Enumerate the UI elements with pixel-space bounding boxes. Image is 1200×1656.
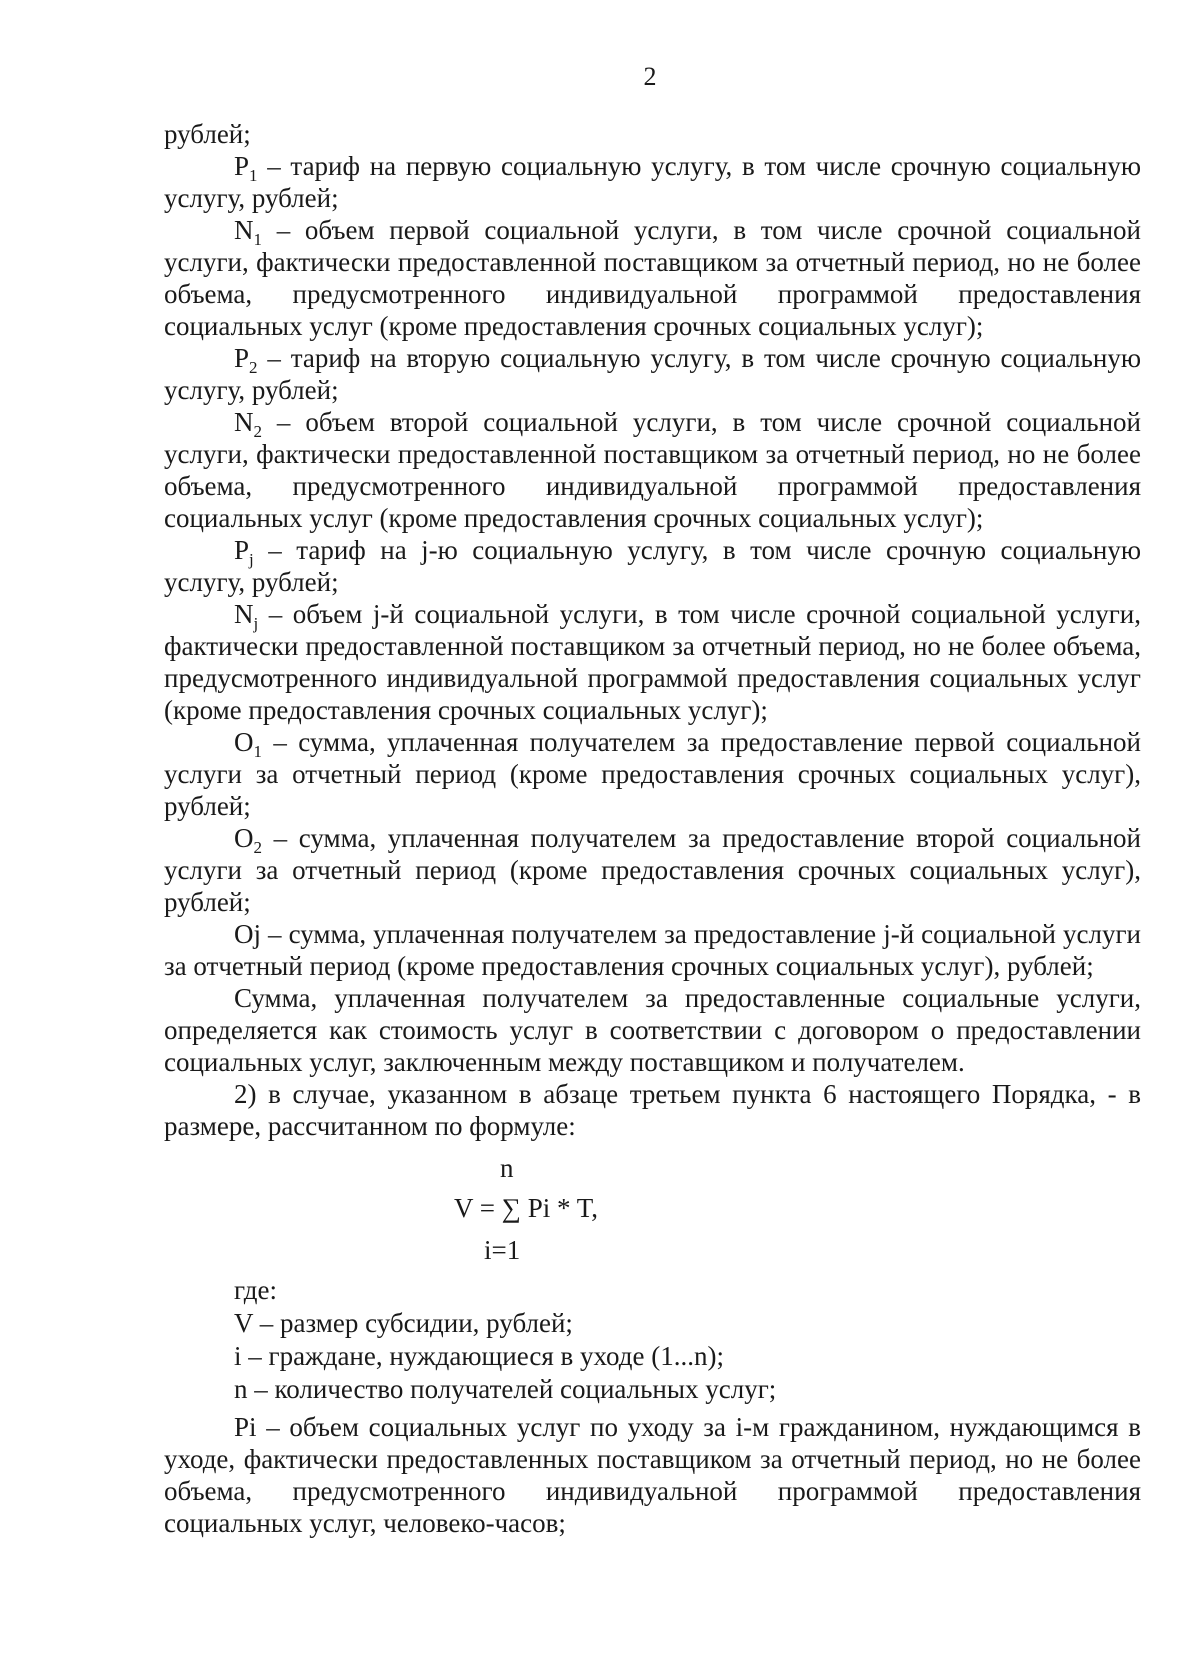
page-number: 2 bbox=[643, 62, 657, 91]
formula-lower-limit: i=1 bbox=[484, 1235, 521, 1265]
paragraph: 2) в случае, указанном в абзаце третьем пункта 6 настоящего Порядка, - в размере, рассчитанном по формуле: bbox=[164, 1079, 1141, 1141]
document-body bbox=[164, 118, 1141, 1539]
definition-item: где: bbox=[234, 1275, 277, 1305]
paragraph: $P_2$ – тариф на вторую социальную услугу, в том числе срочную социальную услугу, рублей; bbox=[164, 343, 1141, 405]
definition-item: V – размер субсидии, рублей; bbox=[234, 1308, 573, 1338]
paragraph: рублей; bbox=[164, 119, 251, 149]
paragraph: $O_2$ – сумма, уплаченная получателем за предоставление второй социальной услуги за отчетный период (кроме предоставления срочных социальных услуг), рублей; bbox=[164, 823, 1141, 917]
paragraph: Oj – сумма, уплаченная получателем за предоставление j-й социальной услуги за отчетный период (кроме предоставления срочных социальных услуг), рублей; bbox=[164, 919, 1141, 981]
paragraph: Сумма, уплаченная получателем за предоставленные социальные услуги, определяется как стоимость услуг в соответствии с договором о предоставлении социальных услуг, заключенным между поставщиком и получателем. bbox=[164, 983, 1141, 1077]
paragraph: Pi – объем социальных услуг по уходу за i-м гражданином, нуждающимся в уходе, фактически предоставленных поставщиком за отчетный период, но не более объема, предусмотренного индивидуальной программой предоставления социальных услуг, человеко-часов; bbox=[164, 1412, 1141, 1538]
subsidy-formula bbox=[164, 1146, 1141, 1274]
formula-upper-limit: n bbox=[500, 1153, 514, 1183]
definition-item: i – граждане, нуждающиеся в уходе (1...n); bbox=[234, 1341, 724, 1371]
paragraph: $P_j$ – тариф на j-ю социальную услугу, в том числе срочную социальную услугу, рублей; bbox=[164, 535, 1141, 597]
formula-definitions bbox=[164, 1274, 1141, 1405]
formula-expression: V = ∑ Pi * T, bbox=[454, 1193, 599, 1223]
paragraph: $N_2$ – объем второй социальной услуги, в том числе срочной социальной услуги, фактически предоставленной поставщиком за отчетный период, но не более объема, предусмотренного индивидуальной программой предоставления социальных услуг (кроме предоставления срочных социальных услуг); bbox=[164, 407, 1141, 533]
paragraph: $N_1$ – объем первой социальной услуги, в том числе срочной социальной услуги, фактически предоставленной поставщиком за отчетный период, но не более объема, предусмотренного индивидуальной программой предоставления социальных услуг (кроме предоставления срочных социальных услуг); bbox=[164, 215, 1141, 341]
definition-item: n – количество получателей социальных услуг; bbox=[234, 1374, 777, 1404]
paragraph: $O_1$ – сумма, уплаченная получателем за предоставление первой социальной услуги за отчетный период (кроме предоставления срочных социальных услуг), рублей; bbox=[164, 727, 1141, 821]
paragraph: $N_j$ – объем j-й социальной услуги, в том числе срочной социальной услуги, фактически предоставленной поставщиком за отчетный период, но не более объема, предусмотренного индивидуальной программой предоставления социальных услуг (кроме предоставления срочных социальных услуг); bbox=[164, 599, 1141, 725]
paragraph: $P_1$ – тариф на первую социальную услугу, в том числе срочную социальную услугу, рублей; bbox=[164, 151, 1141, 213]
